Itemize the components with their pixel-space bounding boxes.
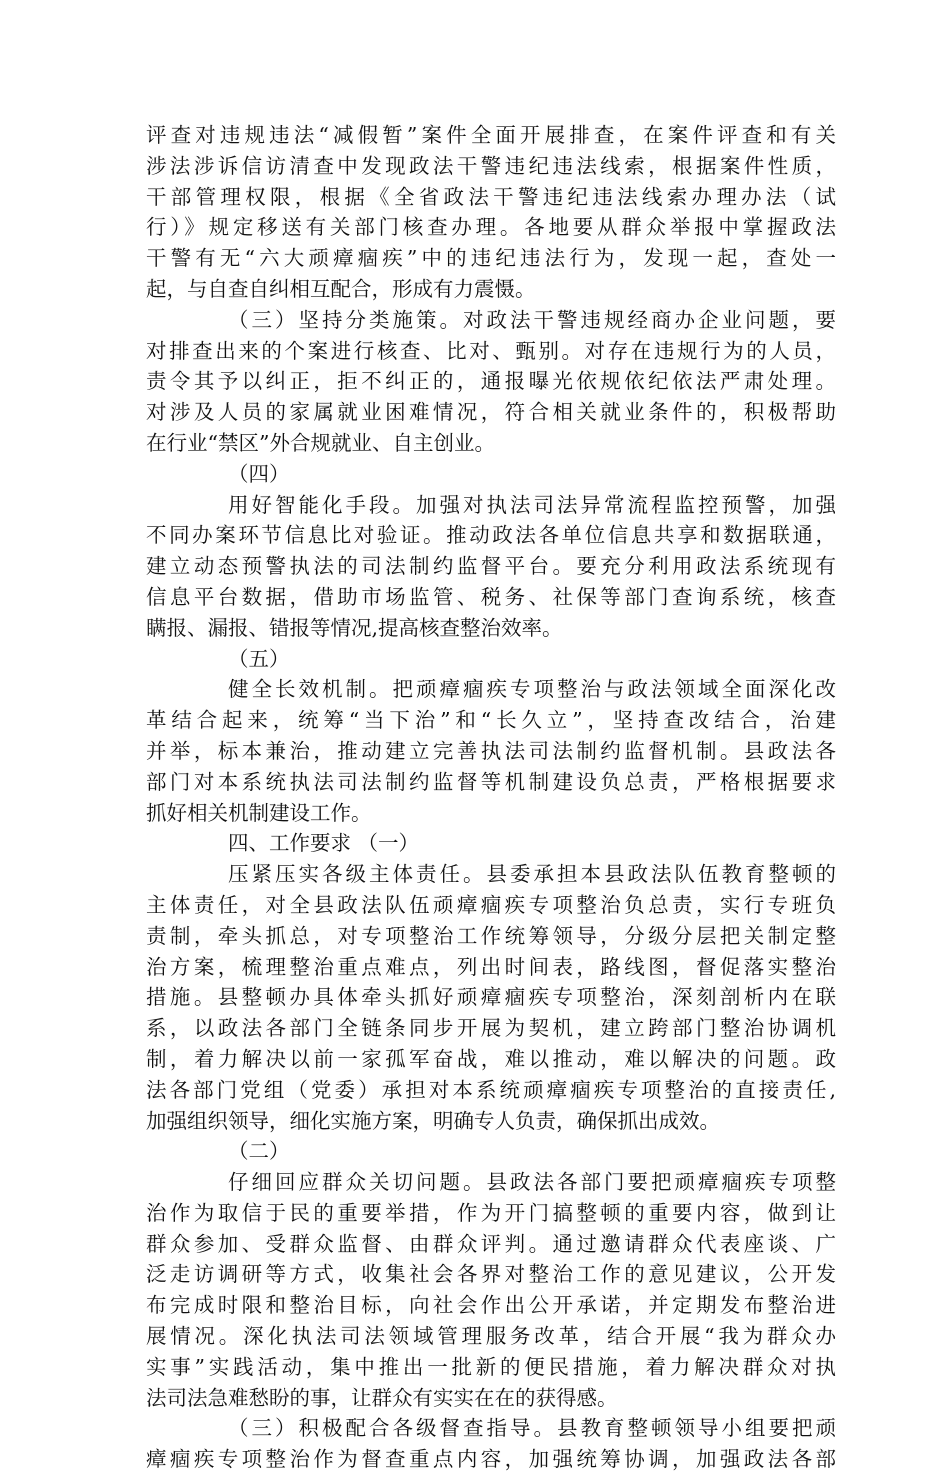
document-page	[146, 120, 836, 1475]
text-line: 行）》规定移送有关部门核查办理。各地要从群众举报中掌握政法	[146, 215, 836, 240]
text-line: 瘴痼疾专项整治作为督查重点内容，加强统筹协调，加强政法各部	[146, 1447, 836, 1472]
text-line: 建立动态预警执法的司法制约监督平台。要充分利用政法系统现有	[146, 554, 836, 579]
text-line: 涉法涉诉信访清查中发现政法干警违纪违法线索，根据案件性质，	[146, 153, 836, 178]
text-line: 群众参加、受群众监督、由群众评判。通过邀请群众代表座谈、广	[146, 1231, 836, 1256]
text-line: 压紧压实各级主体责任。县委承担本县政法队伍教育整顿的	[228, 862, 836, 887]
text-line: 不同办案环节信息比对验证。推动政法各单位信息共享和数据联通，	[146, 523, 836, 548]
text-line: 实事”实践活动，集中推出一批新的便民措施，着力解决群众对执	[146, 1354, 836, 1379]
text-line: 治方案，梳理整治重点难点，列出时间表，路线图，督促落实整治	[146, 954, 836, 979]
text-line: （三）积极配合各级督查指导。县教育整顿领导小组要把顽	[228, 1416, 836, 1441]
text-line: 干警有无“六大顽瘴痼疾”中的违纪违法行为，发现一起，查处一	[146, 246, 836, 271]
text-line: （三）坚持分类施策。对政法干警违规经商办企业问题，要	[228, 307, 836, 332]
text-line: （五）	[228, 646, 290, 671]
text-line: 对排查出来的个案进行核查、比对、甄别。对存在违规行为的人员，	[146, 338, 836, 363]
text-line: （二）	[228, 1139, 290, 1164]
text-line: 系，以政法各部门全链条同步开展为契机，建立跨部门整治协调机	[146, 1016, 836, 1041]
text-line: 展情况。深化执法司法领域管理服务改革，结合开展“我为群众办	[146, 1324, 836, 1349]
text-line: （四）	[228, 461, 290, 486]
text-line: 法各部门党组（党委）承担对本系统顽瘴痼疾专项整治的直接责任,	[146, 1077, 836, 1102]
text-line: 治作为取信于民的重要举措，作为开门搞整顿的重要内容，做到让	[146, 1200, 836, 1225]
text-line: 加强组织领导，细化实施方案，明确专人负责，确保抓出成效。	[146, 1108, 720, 1133]
text-line: 对涉及人员的家属就业困难情况，符合相关就业条件的，积极帮助	[146, 400, 836, 425]
text-line: 并举，标本兼治，推动建立完善执法司法制约监督机制。县政法各	[146, 738, 836, 763]
text-line: 责制，牵头抓总，对专项整治工作统筹领导，分级分层把关制定整	[146, 923, 836, 948]
text-line: 仔细回应群众关切问题。县政法各部门要把顽瘴痼疾专项整	[228, 1170, 836, 1195]
text-line: 四、工作要求 （一）	[228, 831, 420, 856]
text-line: 主体责任，对全县政法队伍顽瘴痼疾专项整治负总责，实行专班负	[146, 892, 836, 917]
text-line: 法司法急难愁盼的事，让群众有实实在在的获得感。	[146, 1385, 618, 1410]
text-line: 泛走访调研等方式，收集社会各界对整治工作的意见建议，公开发	[146, 1262, 836, 1287]
text-line: 起，与自查自纠相互配合，形成有力震慑。	[146, 276, 536, 301]
text-line: 瞒报、漏报、错报等情况,提高核查整治效率。	[146, 615, 563, 640]
text-line: 信息平台数据，借助市场监管、税务、社保等部门查询系统，核查	[146, 584, 836, 609]
text-line: 措施。县整顿办具体牵头抓好顽瘴痼疾专项整治，深刻剖析内在联	[146, 985, 836, 1010]
text-line: 部门对本系统执法司法制约监督等机制建设负总责，严格根据要求	[146, 769, 836, 794]
text-line: 布完成时限和整治目标，向社会作出公开承诺，并定期发布整治进	[146, 1293, 836, 1318]
text-line: 制，着力解决以前一家孤军奋战，难以推动，难以解决的问题。政	[146, 1046, 836, 1071]
text-line: 健全长效机制。把顽瘴痼疾专项整治与政法领域全面深化改	[228, 677, 836, 702]
text-line: 革结合起来，统筹“当下治”和“长久立”，坚持查改结合，治建	[146, 708, 836, 733]
text-line: 抓好相关机制建设工作。	[146, 800, 372, 825]
text-line: 用好智能化手段。加强对执法司法异常流程监控预警，加强	[228, 492, 836, 517]
text-line: 在行业“禁区”外合规就业、自主创业。	[146, 430, 495, 455]
text-line: 评查对违规违法“减假暂”案件全面开展排查，在案件评查和有关	[146, 123, 836, 147]
text-line: 干部管理权限，根据《全省政法干警违纪违法线索办理办法（试	[146, 184, 836, 209]
text-line: 责令其予以纠正，拒不纠正的，通报曝光依规依纪依法严肃处理。	[146, 369, 836, 394]
